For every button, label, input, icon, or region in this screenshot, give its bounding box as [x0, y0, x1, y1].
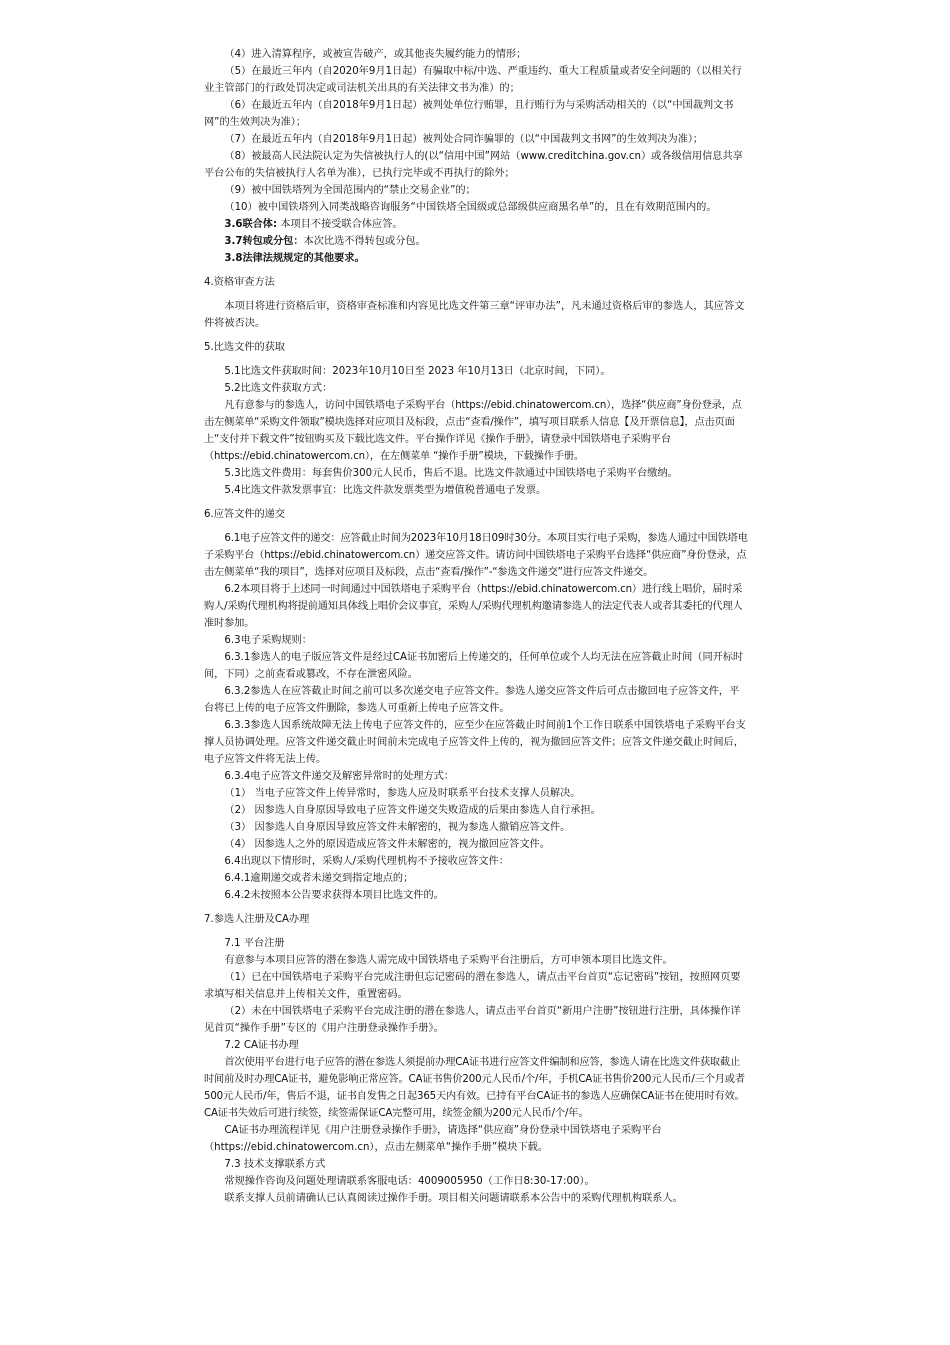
section-6-3-1: 6.3.1参选人的电子版应答文件是经过CA证书加密后上传递交的，任何单位或个人均无法在应答截止时间（同开标时间，下同）之前查看或篡改，不存在泄密风险。 [204, 652, 744, 680]
section-6-3: 6.3电子采购规则： [224, 635, 312, 646]
consortium-text: 本项目不接受联合体应答。 [277, 219, 403, 230]
section-6-4-2: 6.4.2未按照本公告要求获得本项目比选文件的。 [224, 890, 444, 901]
subcontract-label: 3.7转包或分包： [224, 236, 304, 247]
other-requirements-clause: 3.8法律法规规定的其他要求。 [224, 253, 365, 264]
disqualification-item-5: （5）在最近三年内（自2020年9月1日起）有骗取中标/中选、严重违约、重大工程质量或者安全问题的（以相关行业主管部门的行政处罚决定或司法机关出具的有关法律文书为准）的； [204, 66, 742, 94]
section-5-heading: 5.比选文件的获取 [204, 342, 286, 353]
section-5-3: 5.3比选文件费用：每套售价300元人民币，售后不退。比选文件款通过中国铁塔电子采购平台缴纳。 [224, 468, 678, 479]
section-6-3-4-item-3: （3） 因参选人自身原因导致应答文件未解密的，视为参选人撤销应答文件。 [224, 822, 571, 833]
section-5-1: 5.1比选文件获取时间：2023年10月10日至 2023 年10月13日（北京时间，下同）。 [224, 366, 611, 377]
section-6-3-3: 6.3.3参选人因系统故障无法上传电子应答文件的，应至少在应答截止时间前1个工作日联系中国铁塔电子采购平台支撑人员协调处理。应答文件递交截止时间前未完成电子应答文件上传的，视为撤回应答文件；应答文件递交截止时间后，电子应答文件将无法上传。 [204, 720, 746, 765]
subcontract-text: 本次比选不得转包或分包。 [303, 236, 426, 247]
section-6-3-4: 6.3.4电子应答文件递交及解密异常时的处理方式： [224, 771, 455, 782]
section-7-2-process: CA证书办理流程详见《用户注册登录操作手册》，请选择“供应商”身份登录中国铁塔电子采购平台（https://ebid.chinatowercom.cn），点击左侧菜单“操作手册”模块下载。 [204, 1125, 662, 1153]
disqualification-item-10: （10）被中国铁塔列入同类战略咨询服务“中国铁塔全国级或总部级供应商黑名单”的，且在有效期范围内的。 [224, 202, 717, 213]
disqualification-item-9: （9）被中国铁塔列为全国范围内的“禁止交易企业”的； [224, 185, 476, 196]
section-6-heading: 6.应答文件的递交 [204, 509, 286, 520]
disqualification-item-4: （4）进入清算程序，或被宣告破产，或其他丧失履约能力的情形； [224, 49, 527, 60]
disqualification-item-7: （7）在最近五年内（自2018年9月1日起）被判处合同诈骗罪的（以“中国裁判文书网”的生效判决为准）； [224, 134, 704, 145]
section-4-heading: 4.资格审查方法 [204, 277, 275, 288]
section-5-2-detail: 凡有意参与的参选人，访问中国铁塔电子采购平台（https://ebid.chinatowercom.cn），选择“供应商”身份登录，点击左侧菜单“采购文件领取”模块选择对应项目及标段，点击“查看/操作”，填写项目联系人信息【及开票信息】，点击页面上“支付并下载文件”按钮购买及下载比选文件。平台操作详见《操作手册》，请登录中国铁塔电子采购平台（https://ebid.chinatowercom.cn），在左侧菜单 “操作手册”模块，下载操作手册。 [204, 400, 742, 462]
section-7-3-note: 联系支撑人员前请确认已认真阅读过操作手册。项目相关问题请联系本公告中的采购代理机构联系人。 [224, 1193, 683, 1204]
section-4-text: 本项目将进行资格后审，资格审查标准和内容见比选文件第三章“评审办法”，凡未通过资格后审的参选人，其应答文件将被否决。 [204, 301, 745, 329]
section-7-heading: 7.参选人注册及CA办理 [204, 914, 310, 925]
section-7-1-item-2: （2）未在中国铁塔电子采购平台完成注册的潜在参选人，请点击平台首页“新用户注册”按钮进行注册，具体操作详见首页“操作手册”专区的《用户注册登录操作手册》。 [204, 1006, 741, 1034]
section-7-1-item-1: （1）已在中国铁塔电子采购平台完成注册但忘记密码的潜在参选人，请点击平台首页“忘记密码”按钮，按照网页要求填写相关信息并上传相关文件，重置密码。 [204, 972, 741, 1000]
section-7-1-heading: 7.1 平台注册 [224, 938, 285, 949]
section-7-3-heading: 7.3 技术支撑联系方式 [224, 1159, 326, 1170]
section-6-4: 6.4出现以下情形时，采购人/采购代理机构不予接收应答文件： [224, 856, 509, 867]
section-6-2: 6.2本项目将于上述同一时间通过中国铁塔电子采购平台（https://ebid.chinatowercom.cn）进行线上唱价，届时采购人/采购代理机构将提前通知具体线上唱价会议事宜，采购人/采购代理机构邀请参选人的法定代表人或者其委托的代理人准时参加。 [204, 584, 743, 629]
section-6-4-1: 6.4.1逾期递交或者未递交到指定地点的； [224, 873, 414, 884]
section-6-3-4-item-2: （2） 因参选人自身原因导致电子应答文件递交失败造成的后果由参选人自行承担。 [224, 805, 601, 816]
subcontract-clause [204, 233, 748, 250]
consortium-label: 3.6联合体: [224, 219, 278, 230]
section-6-3-2: 6.3.2参选人在应答截止时间之前可以多次递交电子应答文件。参选人递交应答文件后可点击撤回电子应答文件，平台将已上传的电子应答文件删除，参选人可重新上传电子应答文件。 [204, 686, 740, 714]
disqualification-item-6: （6）在最近五年内（自2018年9月1日起）被判处单位行贿罪，且行贿行为与采购活动相关的（以“中国裁判文书网”的生效判决为准）； [204, 100, 734, 128]
section-6-3-4-item-4: （4） 因参选人之外的原因造成应答文件未解密的，视为撤回应答文件。 [224, 839, 550, 850]
section-6-3-4-item-1: （1） 当电子应答文件上传异常时，参选人应及时联系平台技术支撑人员解决。 [224, 788, 581, 799]
disqualification-item-8: （8）被最高人民法院认定为失信被执行人的(以“信用中国”网站（www.creditchina.gov.cn）或各级信用信息共享平台公布的失信被执行人名单为准），已执行完毕或不再执行的除外； [204, 151, 743, 179]
consortium-clause [204, 216, 748, 233]
section-7-2-text: 首次使用平台进行电子应答的潜在参选人须提前办理CA证书进行应答文件编制和应答，参选人请在比选文件获取截止时间前及时办理CA证书，避免影响正常应答。CA证书售价200元人民币/个/年，手机CA证书售价200元人民币/三个月或者500元人民币/年，售后不退，证书自发售之日起365天内有效。已持有平台CA证书的参选人应确保CA证书在使用时有效。CA证书失效后可进行续签，续签需保证CA完整可用，续签金额为200元人民币/个/年。 [204, 1057, 745, 1119]
section-7-3-hotline: 常规操作咨询及问题处理请联系客服电话：4009005950（工作日8:30-17:00）。 [224, 1176, 595, 1187]
section-7-2-heading: 7.2 CA证书办理 [224, 1040, 299, 1051]
section-5-4: 5.4比选文件款发票事宜：比选文件款发票类型为增值税普通电子发票。 [224, 485, 547, 496]
section-7-1-text: 有意参与本项目应答的潜在参选人需完成中国铁塔电子采购平台注册后，方可申领本项目比选文件。 [224, 955, 673, 966]
section-5-2: 5.2比选文件获取方式： [224, 383, 333, 394]
section-6-1: 6.1电子应答文件的递交：应答截止时间为2023年10月18日09时30分。本项目实行电子采购，参选人通过中国铁塔电子采购平台（https://ebid.chinatowercom.cn）递交应答文件。请访问中国铁塔电子采购平台选择“供应商”身份登录，点击左侧菜单“我的项目”，选择对应项目及标段，点击“查看/操作”-“参选文件递交”进行应答文件递交。 [204, 533, 748, 578]
document-body [204, 46, 748, 1207]
